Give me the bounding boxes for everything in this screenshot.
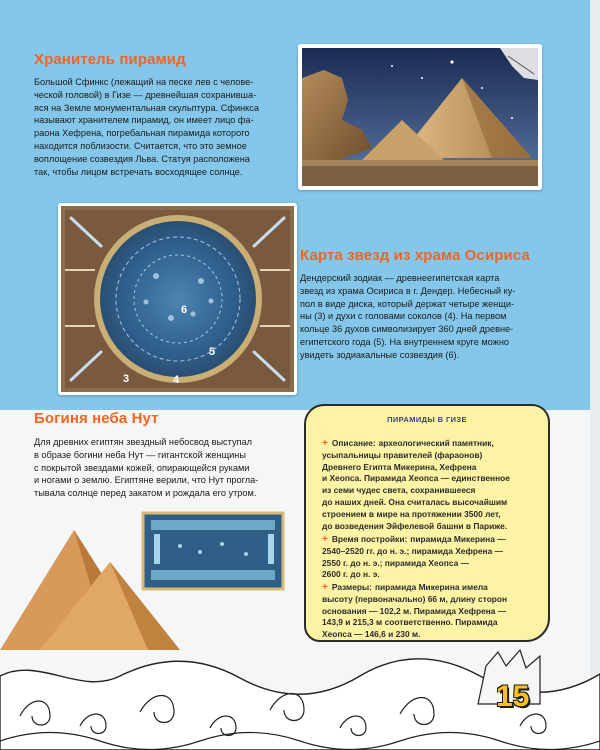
text-line: так, чтобы лицом встречать восходящее солнце. [34, 166, 243, 177]
text-line: воплощение созвездия Льва. Статуя расположена [34, 153, 250, 164]
text-line: 2550 г. до н. э.; пирамида Хеопса — [322, 557, 469, 568]
plus-icon: + [322, 438, 328, 449]
text-line: ны (3) и духи с головами соколов (4). На первом [300, 311, 507, 322]
marker-3: 3 [123, 373, 130, 385]
infobox-title: ПИРАМИДЫ В ГИЗЕ [387, 415, 467, 424]
zodiac-heading: Карта звезд из храма Осириса [300, 247, 530, 264]
nut-paragraph [34, 436, 300, 500]
zodiac-illustration [61, 206, 294, 392]
text-line: основания — 102,2 м. Пирамида Хефрена — [322, 605, 507, 616]
text-line: Хеопса — 146,6 и 230 м. [322, 629, 421, 640]
item-label: Размеры: [331, 582, 372, 592]
text-line: 143,9 и 215,3 м соответственно. Пирамида [322, 617, 498, 628]
zodiac-paragraph [300, 272, 548, 362]
text-line: из семи чудес света, сохранившееся [322, 485, 476, 496]
item-label: Описание: [331, 438, 376, 448]
text-line: до наших дней. Она считалась высочайшим [322, 496, 508, 507]
text-line: Древнего Египта Микерина, Хефрена [322, 461, 477, 472]
text-line: находится поблизости. Считается, что это земное [34, 140, 247, 151]
text-line: пирамида Микерина имела [374, 582, 488, 592]
text-line: в образе богини неба Нут — гигантской женщины [34, 449, 246, 460]
text-line: Для древних египтян звездный небосвод выступал [34, 437, 253, 447]
text-line: раона Хефрена, погребальная пирамида которого [34, 128, 250, 139]
text-line: 2600 г. до н. э. [322, 569, 380, 580]
plus-icon: + [322, 582, 328, 593]
text-line: звезд из храма Осириса в г. Дендер. Небесный ку- [300, 285, 516, 296]
text-line: пол в виде диска, который держат четыре женщи- [300, 298, 515, 309]
nut-heading: Богиня неба Нут [34, 410, 159, 427]
sphinx-photo [298, 44, 542, 190]
infobox-item-description [322, 438, 536, 532]
text-line: увидеть зодиакальные созвездия (6). [300, 349, 460, 360]
text-line: ческой головой) в Гизе — древнейшая сохранивша- [34, 89, 257, 100]
text-line: 2540–2520 гг. до н. э.; пирамида Хефрена — [322, 545, 503, 556]
infobox-item-dimensions [322, 582, 536, 641]
sphinx-paragraph [34, 76, 296, 178]
text-line: Дендерский зодиак — древнеегипетская карта [300, 273, 500, 283]
text-line: до возведения Эйфелевой башни в Париже. [322, 520, 508, 531]
text-line: Большой Сфинкс (лежащий на песке лев с челове- [34, 77, 254, 87]
text-line: пирамида Микерина — [410, 534, 506, 544]
sphinx-illustration [302, 48, 538, 186]
item-label: Время постройки: [331, 534, 408, 544]
dendera-zodiac-photo [58, 203, 297, 395]
infobox-item-build-time [322, 534, 536, 581]
text-line: и Хеопса. Пирамида Хеопса — единственное [322, 473, 510, 484]
text-line: усыпальницы правителей (фараонов) [322, 449, 483, 460]
text-line: высоту (первоначально) 66 м, длину сторон [322, 593, 508, 604]
text-line: и ногами о землю. Египтяне верили, что Нут прогла- [34, 475, 259, 486]
pyramids-infobox [304, 404, 550, 642]
page-edge-strip [590, 0, 600, 750]
text-line: археологический памятник, [378, 438, 494, 448]
marker-5: 5 [209, 346, 216, 358]
marker-6: 6 [181, 304, 188, 316]
sphinx-heading: Хранитель пирамид [34, 51, 186, 68]
pyramids-illustration [0, 500, 300, 650]
marker-4: 4 [173, 374, 180, 386]
text-line: египетского года (5). На внутреннем круге можно [300, 336, 510, 347]
text-line: с покрытой звездами кожей, опирающейся руками [34, 462, 250, 473]
text-line: тывала солнце перед закатом и рождала его утром. [34, 488, 257, 499]
page-number: 15 [496, 680, 530, 713]
text-line: яся на Земле монументальная скульптура. Сфинкса [34, 102, 259, 113]
text-line: кольце 36 духов символизирует 360 дней древне- [300, 324, 514, 335]
text-line: строением в мире на протяжении 3500 лет, [322, 508, 501, 519]
text-line: называют хранителем пирамид, он имеет лицо фа- [34, 115, 254, 126]
plus-icon: + [322, 534, 328, 545]
